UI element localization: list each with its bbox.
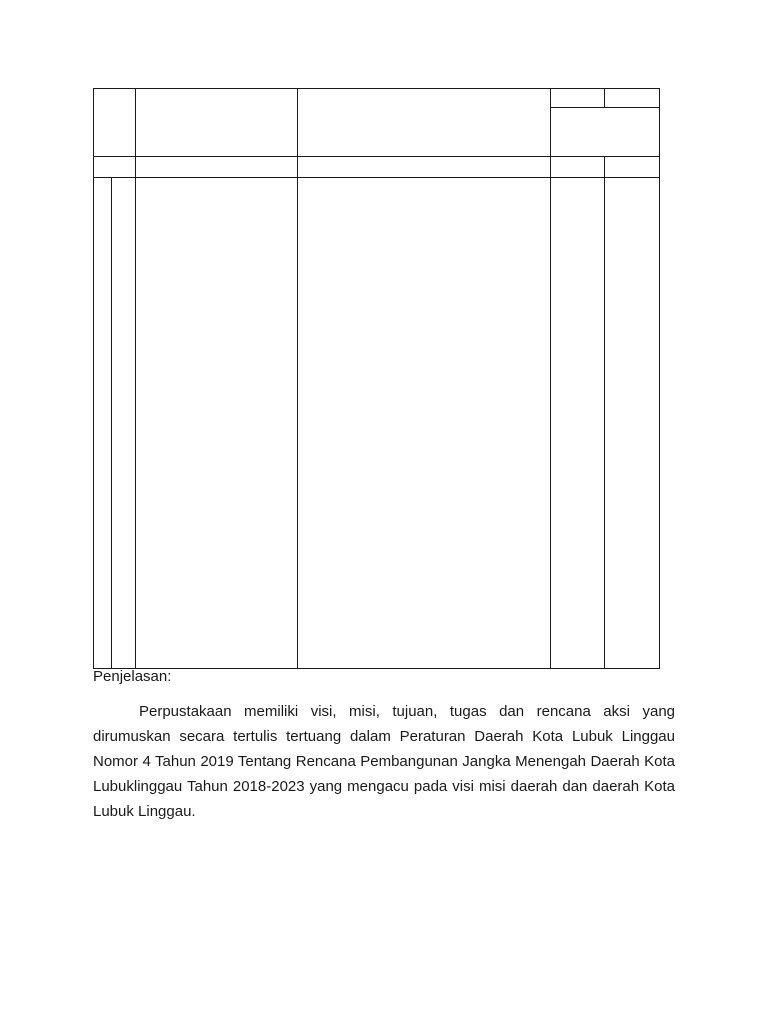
table-column-divider-2 bbox=[297, 88, 298, 669]
table-bottom-border bbox=[93, 668, 660, 669]
table-left-border bbox=[93, 88, 94, 669]
table-right-border bbox=[659, 88, 660, 669]
table-column-divider-4-body bbox=[604, 156, 605, 669]
table-column-divider-4-top bbox=[604, 88, 605, 107]
table-number-row-border bbox=[93, 177, 660, 178]
explanation-paragraph: Perpustakaan memiliki visi, misi, tujuan, tugas dan rencana aksi yang dirumuskan secara tertulis tertuang dalam Peraturan Daerah Kota Lubuk Linggau Nomor 4 Tahun 2019 Tentang Rencana Pembangunan Jangka Menengah Daerah Kota Lubuklinggau Tahun 2018-2023 yang mengacu pada visi misi daerah dan daerah Kota Lubuk Linggau. bbox=[93, 703, 675, 820]
table-header-subrow-border bbox=[550, 107, 660, 108]
table-column-divider-3 bbox=[550, 88, 551, 669]
caption-penjelasan: Penjelasan: bbox=[93, 668, 172, 685]
table-top-border bbox=[93, 88, 660, 89]
table-header-bottom-border bbox=[93, 156, 660, 157]
table-inner-number-divider bbox=[111, 177, 112, 668]
table-column-divider-1 bbox=[135, 88, 136, 669]
